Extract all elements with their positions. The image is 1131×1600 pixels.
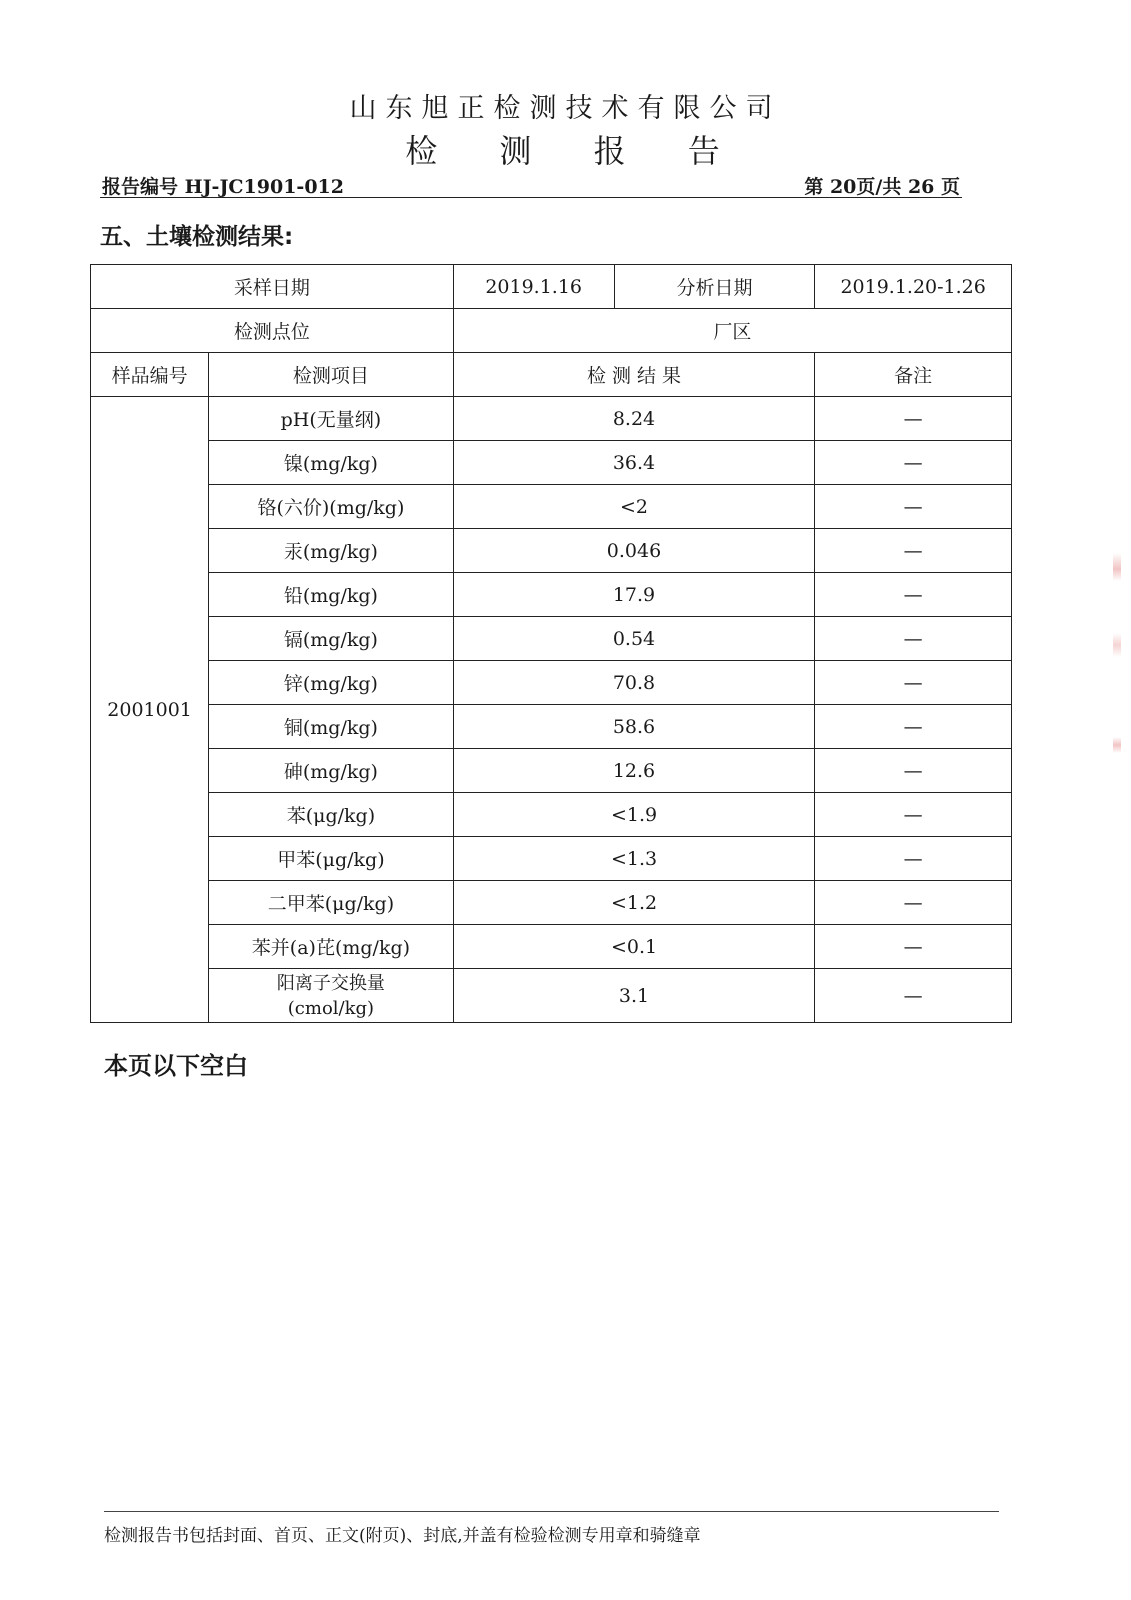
- col-header-sample-id: 样品编号: [91, 353, 209, 397]
- test-result: <2: [453, 485, 815, 529]
- table-row: [91, 397, 1012, 441]
- test-result: 0.046: [453, 529, 815, 573]
- table-row: [91, 617, 1012, 661]
- table-row: [91, 485, 1012, 529]
- report-title: 检 测 报 告: [405, 132, 746, 170]
- table-row: [91, 529, 1012, 573]
- test-item: 苯(μg/kg): [209, 793, 454, 837]
- sampling-date-value: 2019.1.16: [453, 265, 614, 309]
- remark: —: [815, 397, 1012, 441]
- test-result: <0.1: [453, 925, 815, 969]
- table-row: [91, 969, 1012, 1023]
- test-result: 0.54: [453, 617, 815, 661]
- test-result: 70.8: [453, 661, 815, 705]
- test-result: <1.2: [453, 881, 815, 925]
- remark: —: [815, 793, 1012, 837]
- test-item: 铜(mg/kg): [209, 705, 454, 749]
- table-row: [91, 441, 1012, 485]
- test-result: 17.9: [453, 573, 815, 617]
- test-item: 砷(mg/kg): [209, 749, 454, 793]
- test-item: 锌(mg/kg): [209, 661, 454, 705]
- remark: —: [815, 485, 1012, 529]
- test-item-line1: 阳离子交换量: [276, 972, 385, 994]
- table-row: [91, 573, 1012, 617]
- test-result: 12.6: [453, 749, 815, 793]
- remark: —: [815, 925, 1012, 969]
- col-header-item: 检测项目: [209, 353, 454, 397]
- test-item: 甲苯(μg/kg): [209, 837, 454, 881]
- remark: —: [815, 617, 1012, 661]
- test-result: 3.1: [453, 969, 815, 1023]
- remark: —: [815, 749, 1012, 793]
- footer-divider: [104, 1511, 999, 1512]
- remark: —: [815, 881, 1012, 925]
- table-row: [91, 705, 1012, 749]
- table-row: [91, 837, 1012, 881]
- company-name: 山东旭正检测技术有限公司: [349, 93, 782, 124]
- test-item: pH(无量纲): [209, 397, 454, 441]
- soil-results-table: [90, 264, 1012, 1023]
- remark: —: [815, 529, 1012, 573]
- test-result: <1.3: [453, 837, 815, 881]
- remark: —: [815, 837, 1012, 881]
- analysis-date-label: 分析日期: [614, 265, 815, 309]
- test-item: 镍(mg/kg): [209, 441, 454, 485]
- footer-note: 检测报告书包括封面、首页、正文(附页)、封底,并盖有检验检测专用章和骑缝章: [104, 1526, 701, 1546]
- test-item: 铅(mg/kg): [209, 573, 454, 617]
- location-row: [91, 309, 1012, 353]
- test-item: [209, 969, 454, 1023]
- test-result: 58.6: [453, 705, 815, 749]
- test-result: 36.4: [453, 441, 815, 485]
- sampling-date-label: 采样日期: [91, 265, 454, 309]
- test-result: 8.24: [453, 397, 815, 441]
- table-row: [91, 661, 1012, 705]
- col-header-result: 检 测 结 果: [453, 353, 815, 397]
- remark: —: [815, 441, 1012, 485]
- table-row: [91, 749, 1012, 793]
- remark: —: [815, 661, 1012, 705]
- test-item: 镉(mg/kg): [209, 617, 454, 661]
- report-meta-row: [100, 168, 962, 198]
- page-number: 第 20页/共 26 页: [804, 176, 960, 198]
- seal-edge-mark: [1113, 553, 1121, 753]
- test-item: 汞(mg/kg): [209, 529, 454, 573]
- col-header-remark: 备注: [815, 353, 1012, 397]
- remark: —: [815, 573, 1012, 617]
- report-number: 报告编号 HJ-JC1901-012: [102, 176, 344, 198]
- date-row: [91, 265, 1012, 309]
- test-item-line2: (cmol/kg): [287, 997, 375, 1019]
- remark: —: [815, 969, 1012, 1023]
- test-result: <1.9: [453, 793, 815, 837]
- table-row: [91, 793, 1012, 837]
- table-row: [91, 881, 1012, 925]
- analysis-date-value: 2019.1.20-1.26: [815, 265, 1012, 309]
- test-item: 苯并(a)芘(mg/kg): [209, 925, 454, 969]
- section-title: 五、土壤检测结果:: [100, 224, 294, 250]
- blank-below-note: 本页以下空白: [104, 1052, 248, 1080]
- location-value: 厂区: [453, 309, 1011, 353]
- column-header-row: [91, 353, 1012, 397]
- test-item: 二甲苯(μg/kg): [209, 881, 454, 925]
- location-label: 检测点位: [91, 309, 454, 353]
- table-row: [91, 925, 1012, 969]
- sample-id-cell: 2001001: [91, 397, 209, 1023]
- remark: —: [815, 705, 1012, 749]
- test-item: 铬(六价)(mg/kg): [209, 485, 454, 529]
